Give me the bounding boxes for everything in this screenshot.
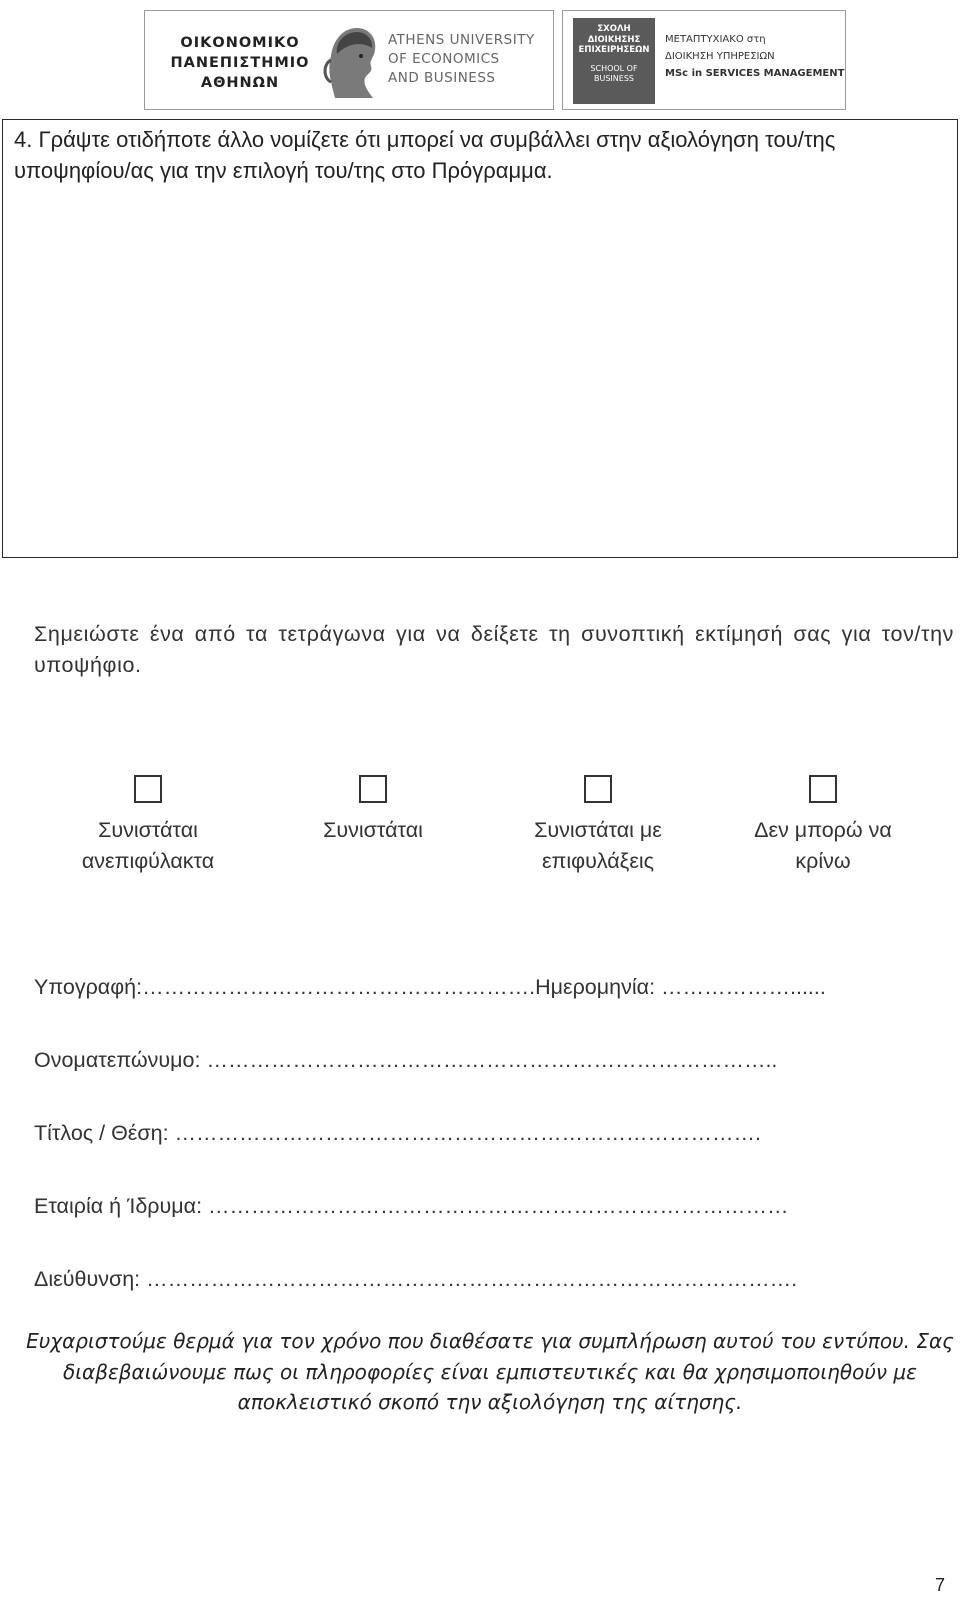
option-label: Συνιστάται με επιφυλάξεις bbox=[534, 818, 662, 873]
aueb-english-line: OF ECONOMICS bbox=[388, 51, 500, 67]
aueb-english-name bbox=[388, 31, 558, 88]
option-label: Δεν μπορώ να κρίνω bbox=[754, 818, 892, 873]
checkbox[interactable] bbox=[359, 775, 387, 803]
aueb-english-line: ATHENS UNIVERSITY bbox=[388, 32, 535, 48]
thanks-note: Ευχαριστούμε θερμά για τον χρόνο που διαθέσατε για συμπλήρωση αυτού του εντύπου. Σας διαβεβαιώνουμε πως οι πληροφορίες είναι εμπιστευτικές και θα χρησιμοποιηθούν με αποκλειστικό σκοπό την αξιολόγηση της αίτησης. bbox=[26, 1329, 954, 1414]
aueb-greek-line: ΠΑΝΕΠΙΣΤΗΜΙΟ bbox=[170, 55, 310, 71]
checkbox[interactable] bbox=[584, 775, 612, 803]
school-greek-line: ΕΠΙΧΕΙΡΗΣΕΩΝ bbox=[578, 45, 650, 55]
option-cannot-judge bbox=[708, 775, 938, 877]
checkbox[interactable] bbox=[809, 775, 837, 803]
page-number: 7 bbox=[935, 1575, 946, 1595]
school-english-line: BUSINESS bbox=[594, 73, 634, 83]
program-line: ΜΕΤΑΠΤΥΧΙΑΚΟ στη bbox=[665, 34, 766, 45]
aueb-logo bbox=[144, 10, 554, 110]
question-4-answer-box[interactable] bbox=[2, 119, 958, 558]
aueb-greek-name bbox=[165, 33, 315, 93]
address-field[interactable]: Διεύθυνση: ………………………………………………………………………………. bbox=[34, 1267, 798, 1291]
title-position-field[interactable]: Τίτλος / Θέση: ………………………………………………………………………. bbox=[34, 1121, 762, 1145]
signature-date-field[interactable]: Υπογραφή:……………………………………………….Ημερομηνία: ………………...... bbox=[34, 975, 826, 999]
school-english-line: SCHOOL OF bbox=[590, 63, 638, 73]
aueb-english-line: AND BUSINESS bbox=[388, 70, 496, 86]
program-line: ΔΙΟΙΚΗΣΗ ΥΠΗΡΕΣΙΩΝ bbox=[665, 51, 775, 62]
school-greek-line: ΣΧΟΛΗ bbox=[597, 24, 631, 34]
school-of-business-logo bbox=[562, 10, 846, 110]
option-label: Συνιστάται bbox=[323, 818, 423, 842]
question-4-text: 4. Γράψτε οτιδήποτε άλλο νομίζετε ότι μπορεί να συμβάλλει στην αξιολόγηση του/της υποψηφίου/ας για την επιλογή του/της στο Πρόγραμμα. bbox=[14, 127, 836, 183]
aueb-greek-line: ΟΙΚΟΝΟΜΙΚΟ bbox=[180, 35, 300, 51]
athena-head-emblem bbox=[317, 20, 381, 102]
company-field[interactable]: Εταιρία ή Ίδρυμα: ……………………………………………………………………… bbox=[34, 1194, 789, 1218]
option-label: Συνιστάται ανεπιφύλακτα bbox=[81, 818, 215, 873]
full-name-field[interactable]: Ονοματεπώνυμο: …………………………………………………………………….. bbox=[34, 1048, 778, 1072]
option-recommended-with-reservations bbox=[483, 775, 713, 877]
aueb-greek-line: ΑΘΗΝΩΝ bbox=[200, 75, 280, 91]
program-line: MSc in SERVICES MANAGEMENT bbox=[665, 68, 845, 79]
school-mark bbox=[573, 18, 655, 104]
option-recommended-unreservedly bbox=[33, 775, 263, 877]
instruction-text: Σημειώστε ένα από τα τετράγωνα για να δείξετε τη συνοπτική εκτίμησή σας για τον/την υποψήφιο. bbox=[34, 622, 954, 677]
program-name bbox=[665, 31, 845, 82]
option-recommended bbox=[258, 775, 488, 846]
checkbox[interactable] bbox=[134, 775, 162, 803]
school-greek-line: ΔΙΟΙΚΗΣΗΣ bbox=[587, 34, 641, 45]
